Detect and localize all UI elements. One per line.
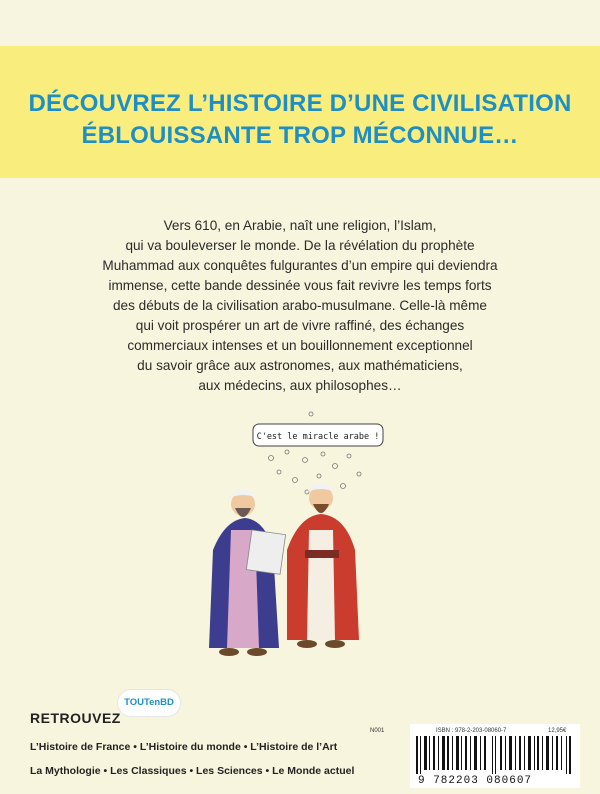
description-line: aux médecins, aux philosophes… xyxy=(198,378,402,393)
description-line: qui va bouleverser le monde. De la révélation du prophète xyxy=(125,238,475,253)
description-line: immense, cette bande dessinée vous fait revivre les temps forts xyxy=(108,278,492,293)
retrouvez-heading: RETROUVEZ xyxy=(30,710,121,726)
headline-line-2: ÉBLOUISSANTE TROP MÉCONNUE… xyxy=(81,122,519,149)
barcode xyxy=(416,736,576,774)
isbn-text: ISBN : 978-2-203-08060-7 xyxy=(436,728,507,734)
description-line: des débuts de la civilisation arabo-musulmane. Celle-là même xyxy=(112,298,487,313)
toutenbd-logo: TOUTenBD xyxy=(118,690,180,716)
right-scholar xyxy=(287,483,359,648)
speech-bubble-text: C'est le miracle arabe ! xyxy=(256,432,380,442)
headline-line-1: DÉCOUVREZ L’HISTOIRE D’UNE CIVILISATION xyxy=(28,90,572,117)
top-strip xyxy=(0,0,600,46)
description-text xyxy=(60,216,540,396)
headline xyxy=(0,88,600,152)
description-line: du savoir grâce aux astronomes, aux mathématiciens, xyxy=(137,358,463,373)
barcode-number: 9 782203 080607 xyxy=(418,775,533,787)
scholars-illustration xyxy=(195,400,415,670)
left-scholar xyxy=(209,489,286,656)
description-line: commerciaux intenses et un bouillonnement exceptionnel xyxy=(127,338,473,353)
description-line: qui voit prospérer un art de vivre raffiné, des échanges xyxy=(135,318,465,333)
description-line: Vers 610, en Arabie, naît une religion, l’Islam, xyxy=(163,218,437,233)
product-code: N001 xyxy=(370,728,385,734)
description-line: Muhammad aux conquêtes fulgurantes d’un empire qui deviendra xyxy=(102,258,498,273)
series-list-line-1: L’Histoire de France • L’Histoire du monde • L’Histoire de l’Art xyxy=(30,741,338,753)
series-list-line-2: La Mythologie • Les Classiques • Les Sciences • Le Monde actuel xyxy=(30,765,355,777)
price-text: 12,95€ xyxy=(548,728,567,734)
